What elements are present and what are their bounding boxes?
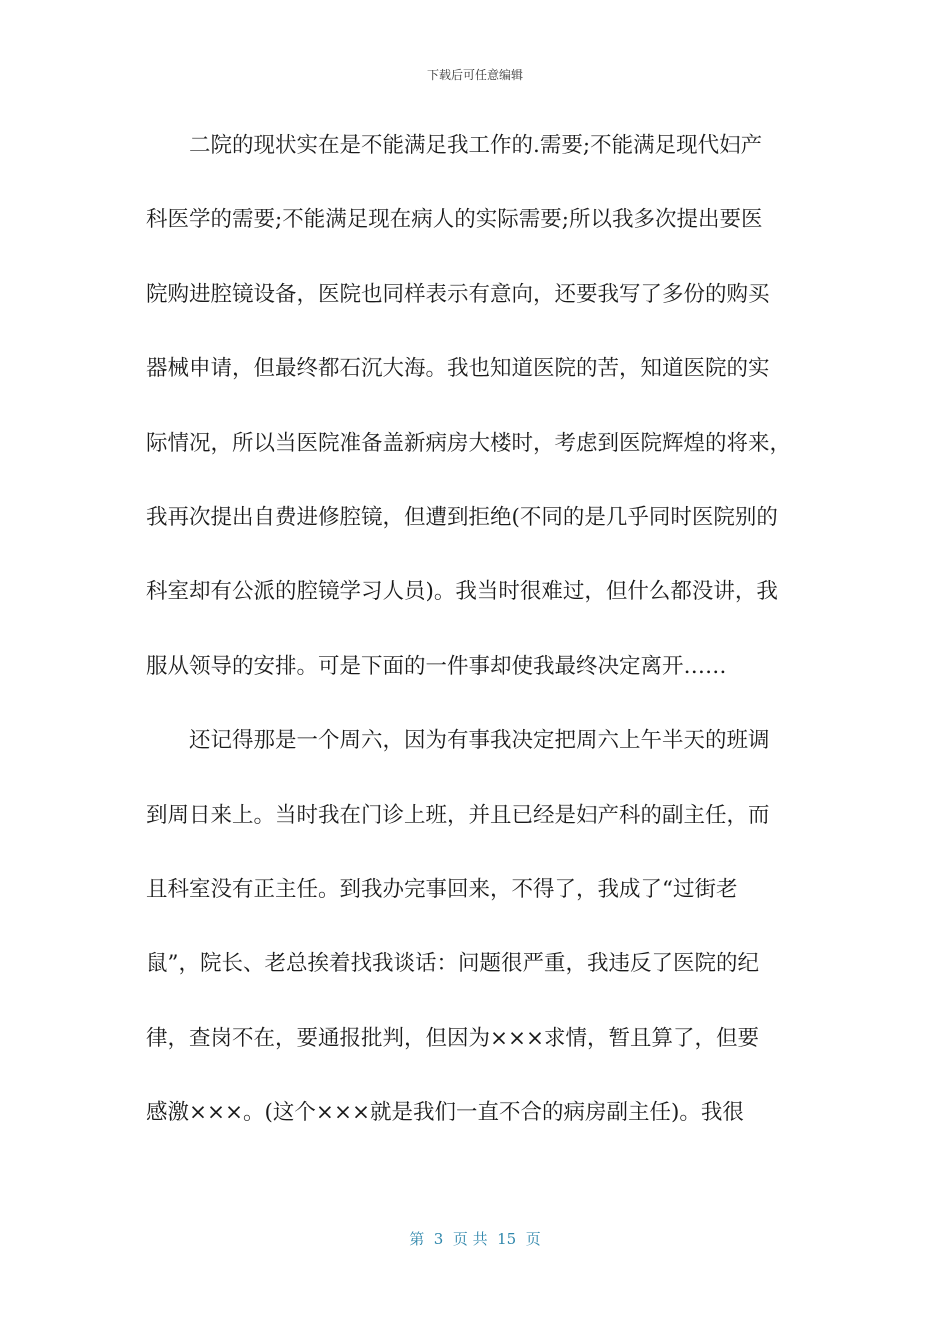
paragraph-line: 还记得那是一个周六，因为有事我决定把周六上午半天的班调 — [189, 728, 770, 754]
paragraph-line: 律，查岗不在，要通报批判，但因为×××求情，暂且算了，但要 — [146, 1025, 760, 1051]
paragraph-line: 我再次提出自费进修腔镜，但遭到拒绝(不同的是几乎同时医院别的 — [146, 504, 778, 530]
paragraph-line: 且科室没有正主任。到我办完事回来，不得了，我成了“过街老 — [146, 876, 738, 902]
page-header: 下载后可任意编辑 — [426, 68, 523, 82]
paragraph-line: 院购进腔镜设备，医院也同样表示有意向，还要我写了多份的购买 — [146, 281, 770, 307]
paragraph-line: 际情况，所以当医院准备盖新病房大楼时，考虑到医院辉煌的将来， — [146, 430, 792, 456]
paragraph-line: 二院的现状实在是不能满足我工作的.需要;不能满足现代妇产 — [189, 133, 763, 158]
paragraph-line: 科医学的需要;不能满足现在病人的实际需要;所以我多次提出要医 — [146, 207, 763, 233]
document-body — [146, 124, 806, 1165]
paragraph-line: 服从领导的安排。可是下面的一件事却使我最终决定离开…… — [146, 653, 727, 679]
paragraph-line: 科室却有公派的腔镜学习人员)。我当时很难过，但什么都没讲，我 — [146, 579, 778, 605]
paragraph-line: 到周日来上。当时我在门诊上班，并且已经是妇产科的副主任，而 — [146, 802, 770, 828]
paragraph-line: 器械申请，但最终都石沉大海。我也知道医院的苦，知道医院的实 — [146, 356, 770, 382]
page-number-footer: 第 3 页 共 15 页 — [409, 1230, 541, 1248]
paragraph-line: 鼠”，院长、老总挨着找我谈话：问题很严重，我违反了医院的纪 — [146, 951, 759, 977]
paragraph-line: 感激×××。(这个×××就是我们一直不合的病房副主任)。我很 — [146, 1100, 744, 1126]
